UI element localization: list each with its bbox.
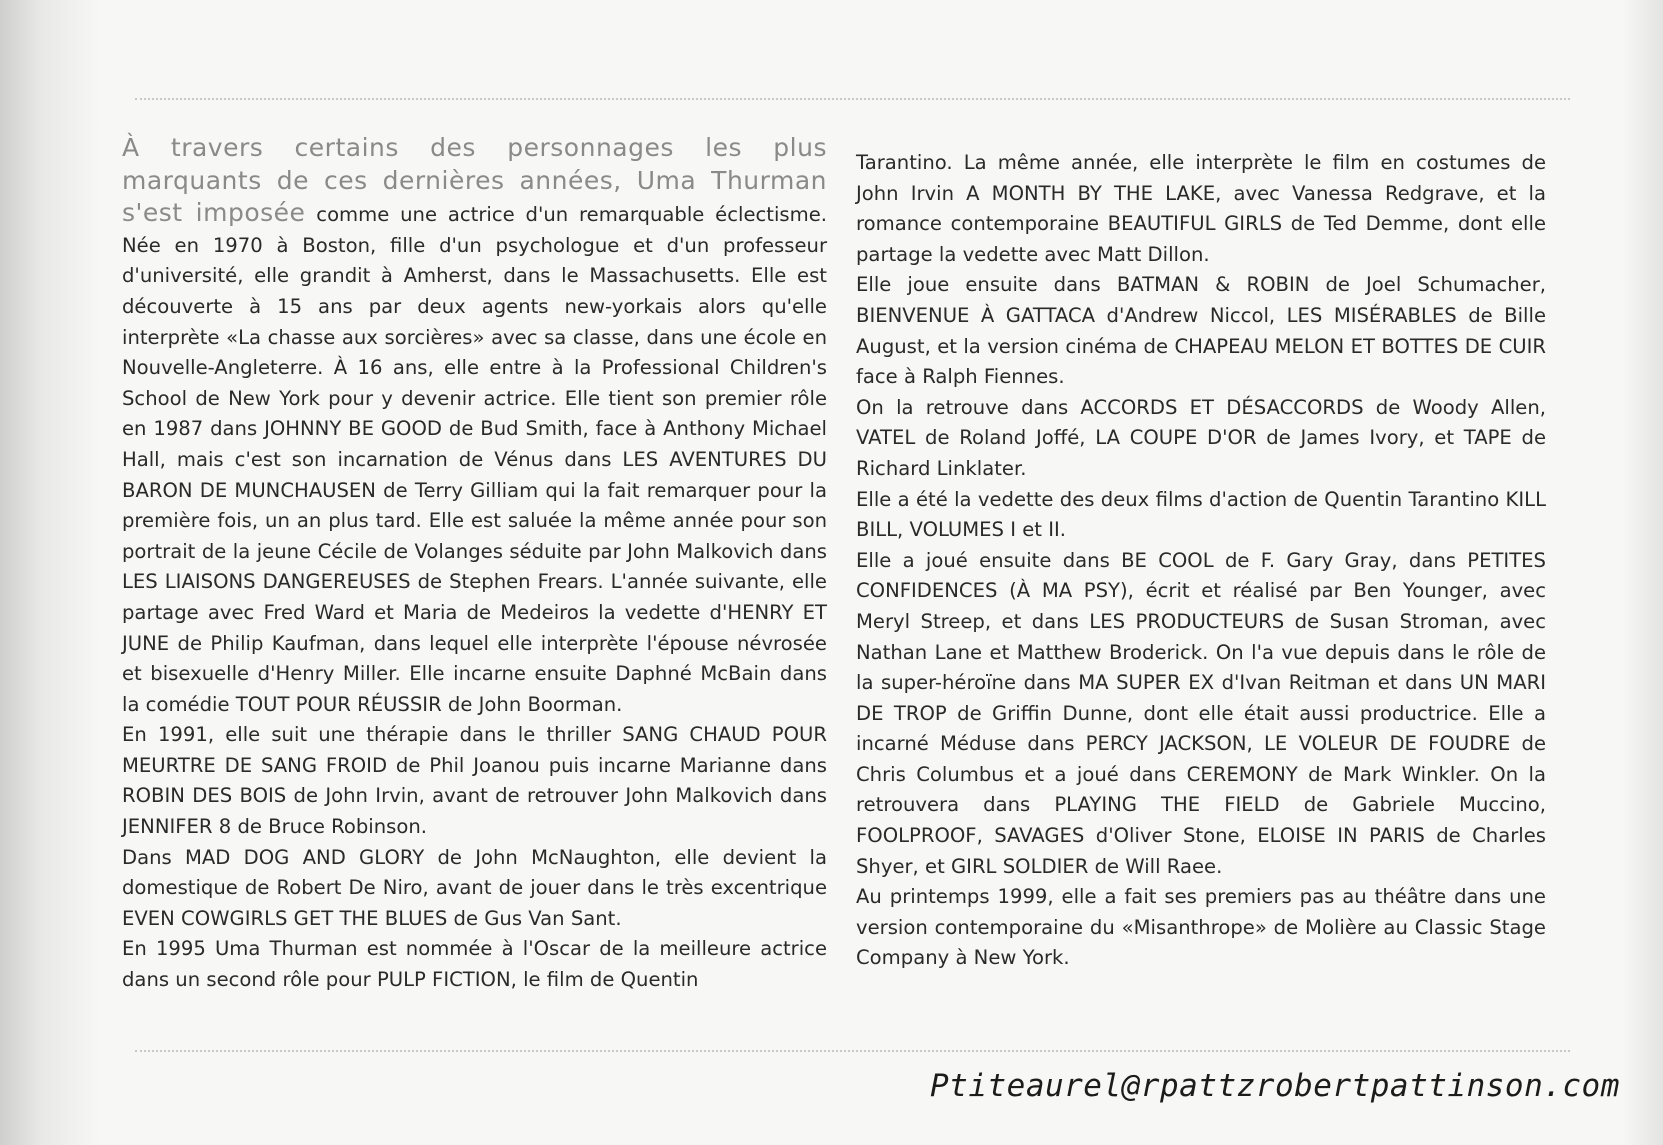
- bottom-dotted-rule: [135, 1050, 1570, 1052]
- left-column: [122, 133, 827, 996]
- paragraph-body: comme une actrice d'un remarquable éclectisme. Née en 1970 à Boston, fille d'un psychologue et d'un professeur d'université, elle grandit à Amherst, dans le Massachusetts. Elle est découverte à 15 ans par deux agents new-yorkais alors qu'elle interprète «La chasse aux sorcières» avec sa classe, dans une école en Nouvelle-Angleterre. À 16 ans, elle entre à la Professional Children's School de New York pour y devenir actrice. Elle tient son premier rôle en 1987 dans JOHNNY BE GOOD de Bud Smith, face à Anthony Michael Hall, mais c'est son incarnation de Vénus dans LES AVENTURES DU BARON DE MUNCHAUSEN de Terry Gilliam qui la fait remarquer pour la première fois, un an plus tard. Elle est saluée la même année pour son portrait de la jeune Cécile de Volanges séduite par John Malkovich dans LES LIAISONS DANGEREUSES de Stephen Frears. L'année suivante, elle partage avec Fred Ward et Maria de Medeiros la vedette d'HENRY ET JUNE de Philip Kaufman, dans lequel elle interprète l'épouse névrosée et bisexuelle d'Henry Miller. Elle incarne ensuite Daphné McBain dans la comédie TOUT POUR RÉUSSIR de John Boorman.: [122, 203, 827, 716]
- left-paragraph-4: En 1995 Uma Thurman est nommée à l'Oscar de la meilleure actrice dans un second rôle pour PULP FICTION, le film de Quentin: [122, 937, 827, 992]
- page-edge-shadow: [1623, 0, 1663, 1145]
- right-column: [856, 148, 1546, 974]
- right-paragraph-2: Elle joue ensuite dans BATMAN & ROBIN de Joel Schumacher, BIENVENUE À GATTACA d'Andrew Niccol, LES MISÉRABLES de Bille August, et la version cinéma de CHAPEAU MELON ET BOTTES DE CUIR face à Ralph Fiennes.: [856, 273, 1546, 389]
- right-paragraph-5: Elle a joué ensuite dans BE COOL de F. Gary Gray, dans PETITES CONFIDENCES (À MA PSY), écrit et réalisé par Ben Younger, avec Meryl Streep, et dans LES PRODUCTEURS de Susan Stroman, avec Nathan Lane et Matthew Broderick. On l'a vue depuis dans le rôle de la super-héroïne dans MA SUPER EX d'Ivan Reitman et dans UN MARI DE TROP de Griffin Dunne, dont elle était aussi productrice. Elle a incarné Méduse dans PERCY JACKSON, LE VOLEUR DE FOUDRE de Chris Columbus et a joué dans CEREMONY de Mark Winkler. On la retrouvera dans PLAYING THE FIELD de Gabriele Muccino, FOOLPROOF, SAVAGES d'Oliver Stone, ELOISE IN PARIS de Charles Shyer, et GIRL SOLDIER de Will Raee.: [856, 548, 1546, 878]
- left-paragraph-3: Dans MAD DOG AND GLORY de John McNaughton, elle devient la domestique de Robert De Niro, avant de jouer dans le très excentrique EVEN COWGIRLS GET THE BLUES de Gus Van Sant.: [122, 845, 827, 930]
- left-paragraph-2: En 1991, elle suit une thérapie dans le thriller SANG CHAUD POUR MEURTRE DE SANG FROID de Phil Joanou puis incarne Marianne dans ROBIN DES BOIS de John Irvin, avant de retrouver John Malkovich dans JENNIFER 8 de Bruce Robinson.: [122, 723, 827, 839]
- right-paragraph-6: Au printemps 1999, elle a fait ses premiers pas au théâtre dans une version contemporaine du «Misanthrope» de Molière au Classic Stage Company à New York.: [856, 885, 1546, 970]
- handwritten-watermark: Ptiteaurel@rpattzrobertpattinson.com: [930, 1068, 1620, 1104]
- right-paragraph-4: Elle a été la vedette des deux films d'action de Quentin Tarantino KILL BILL, VOLUMES I et II.: [856, 487, 1546, 542]
- right-paragraph-3: On la retrouve dans ACCORDS ET DÉSACCORDS de Woody Allen, VATEL de Roland Joffé, LA COUPE D'OR de James Ivory, et TAPE de Richard Linklater.: [856, 395, 1546, 480]
- lead-text: À travers certains des personnages les plus marquants de ces dernières années, Uma Thurman s'est imposée: [122, 133, 827, 228]
- right-paragraph-1: Tarantino. La même année, elle interprète le film en costumes de John Irvin A MONTH BY THE LAKE, avec Vanessa Redgrave, et la romance contemporaine BEAUTIFUL GIRLS de Ted Demme, dont elle partage la vedette avec Matt Dillon.: [856, 151, 1546, 266]
- left-paragraph-1: [122, 133, 827, 720]
- page-gutter-shadow: [0, 0, 100, 1145]
- top-dotted-rule: [135, 98, 1570, 100]
